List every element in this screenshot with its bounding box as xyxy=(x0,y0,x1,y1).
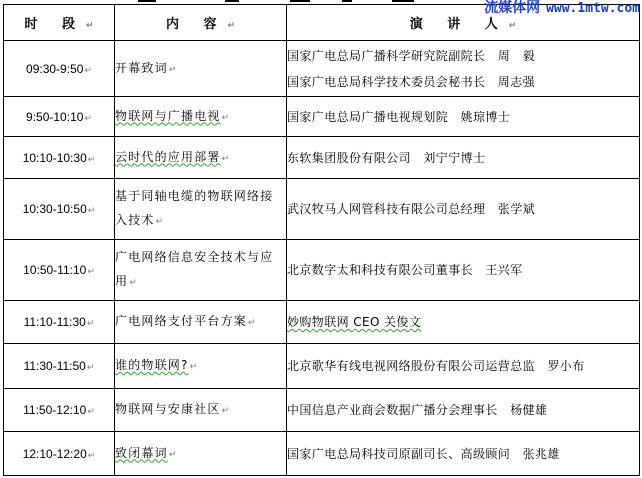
watermark-name: 流媒体网 xyxy=(484,0,541,16)
speaker-line: 武汉牧马人网管科技有限公司总经理 张学斌 xyxy=(287,202,536,216)
table-row xyxy=(4,137,640,179)
speaker-cell xyxy=(287,344,640,389)
topic-cell: 开幕致词↵ xyxy=(115,41,287,97)
time-cell: 11:10-11:30↵ xyxy=(4,301,115,344)
speaker-line: 东软集团股份有限公司 刘宁宁博士 xyxy=(287,150,486,165)
time-cell: 11:30-11:50↵ xyxy=(4,344,115,389)
speaker-cell xyxy=(287,137,640,179)
speaker-cell xyxy=(287,240,640,301)
topic-cell: 云时代的应用部署↵ xyxy=(115,137,287,179)
speaker-cell xyxy=(287,97,640,137)
table-row xyxy=(4,301,640,344)
speaker-line: 国家广电总局广播科学研究院副院长 周 毅 xyxy=(287,48,536,63)
topic-cell: 基于同轴电缆的物联网络接入技术↵ xyxy=(115,179,287,240)
time-cell: 11:50-12:10↵ xyxy=(4,389,115,432)
time-cell: 9:50-10:10↵ xyxy=(4,97,115,137)
table-row xyxy=(4,389,640,432)
header-topic: 内 容↵ xyxy=(115,5,287,41)
table-row xyxy=(4,41,640,97)
speaker-line: 妙购物联网 CEO 关俊文 xyxy=(287,315,422,329)
table-row xyxy=(4,179,640,240)
speaker-cell xyxy=(287,432,640,476)
watermark-url: www.1mtw.com xyxy=(546,1,640,16)
header-time: 时 段↵ xyxy=(4,5,115,41)
speaker-line: 中国信息产业商会数据广播分会理事长 杨健雄 xyxy=(287,403,548,417)
speaker-cell xyxy=(287,41,640,97)
table-row xyxy=(4,97,640,137)
speaker-cell xyxy=(287,301,640,344)
time-cell: 09:30-9:50↵ xyxy=(4,41,115,97)
speaker-cell xyxy=(287,179,640,240)
table-row xyxy=(4,432,640,476)
topic-cell: 物联网与安康社区↵ xyxy=(115,389,287,432)
time-cell: 10:30-10:50↵ xyxy=(4,179,115,240)
header-speaker: 演 讲 人↵ xyxy=(287,5,640,41)
watermark xyxy=(484,0,640,17)
speaker-line: 北京数字太和科技有限公司董事长 王兴军 xyxy=(287,263,523,277)
speaker-line: 国家广电总局广播电视规划院 姚琼博士 xyxy=(287,109,511,124)
topic-cell: 广电网络支付平台方案↵ xyxy=(115,301,287,344)
topic-cell: 物联网与广播电视↵ xyxy=(115,97,287,137)
speaker-line: 国家广电总局科技司原副司长、高级顾问 张兆雄 xyxy=(287,446,560,461)
speaker-line: 北京歌华有线电视网络股份有限公司运营总监 罗小布 xyxy=(287,359,585,373)
table-row xyxy=(4,240,640,301)
time-cell: 10:50-11:10↵ xyxy=(4,240,115,301)
schedule-table xyxy=(3,4,640,476)
speaker-line: 国家广电总局科学技术委员会秘书长 周志强 xyxy=(287,74,536,89)
time-cell: 10:10-10:30↵ xyxy=(4,137,115,179)
topic-cell: 谁的物联网?↵ xyxy=(115,344,287,389)
topic-cell: 致闭幕词↵ xyxy=(115,432,287,476)
time-cell: 12:10-12:20↵ xyxy=(4,432,115,476)
topic-cell: 广电网络信息安全技术与应用↵ xyxy=(115,240,287,301)
speaker-cell xyxy=(287,389,640,432)
table-row xyxy=(4,344,640,389)
